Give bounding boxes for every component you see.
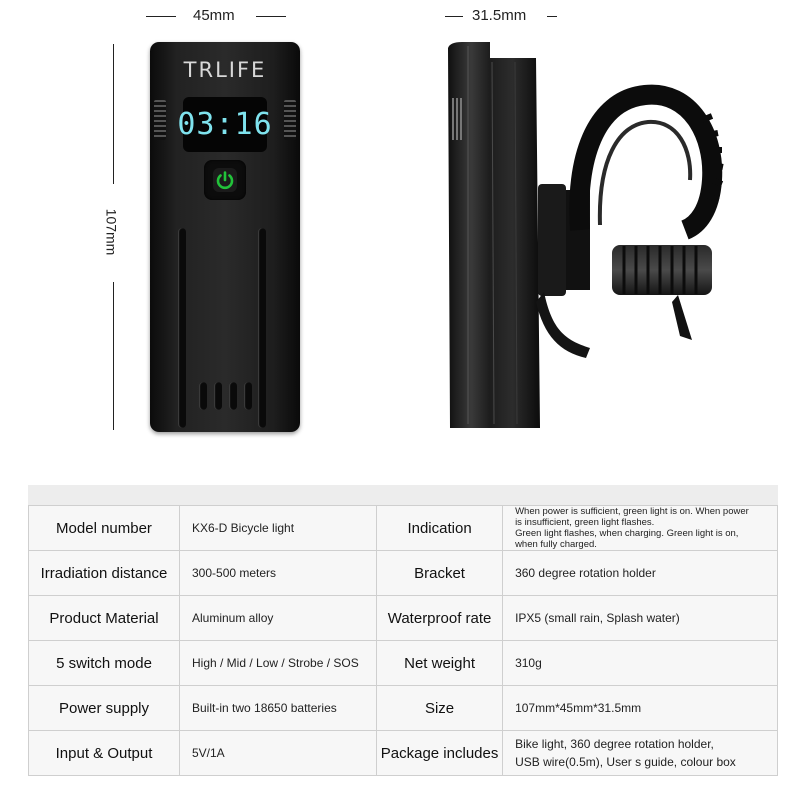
- spec-value: [503, 506, 778, 551]
- indication-line: is insufficient, green light flashes.: [515, 517, 655, 528]
- spec-value: 107mm*45mm*31.5mm: [503, 686, 778, 731]
- spec-label: Product Material: [29, 596, 180, 641]
- spec-value: Built-in two 18650 batteries: [180, 686, 377, 731]
- right-groove: [258, 228, 266, 428]
- spec-label: Input & Output: [29, 731, 180, 776]
- power-button[interactable]: [204, 160, 246, 200]
- spec-value: KX6-D Bicycle light: [180, 506, 377, 551]
- left-vent: [154, 100, 166, 140]
- light-front-view: [150, 42, 300, 432]
- spec-table: [28, 505, 778, 776]
- spec-label: Size: [377, 686, 503, 731]
- table-row: [29, 731, 778, 776]
- light-side-view: [440, 40, 740, 430]
- spec-label: Waterproof rate: [377, 596, 503, 641]
- spec-value: 310g: [503, 641, 778, 686]
- spec-label: Net weight: [377, 641, 503, 686]
- left-groove: [178, 228, 186, 428]
- spec-value: [503, 731, 778, 776]
- spec-value: High / Mid / Low / Strobe / SOS: [180, 641, 377, 686]
- time-display: 03:16: [183, 97, 267, 152]
- spec-label: Model number: [29, 506, 180, 551]
- spec-label: Indication: [377, 506, 503, 551]
- spec-value: 360 degree rotation holder: [503, 551, 778, 596]
- spec-value: 300-500 meters: [180, 551, 377, 596]
- spec-value: IPX5 (small rain, Splash water): [503, 596, 778, 641]
- spec-label: Power supply: [29, 686, 180, 731]
- width-label: 45mm: [193, 7, 235, 24]
- brand-logo: TRLIFE: [183, 58, 267, 82]
- spec-label: Bracket: [377, 551, 503, 596]
- spec-label: 5 switch mode: [29, 641, 180, 686]
- spec-value: Aluminum alloy: [180, 596, 377, 641]
- table-row: [29, 551, 778, 596]
- vent-slot: [244, 382, 252, 410]
- power-icon: [211, 166, 239, 194]
- indication-line: when fully charged.: [515, 539, 597, 550]
- vent-slot: [214, 382, 222, 410]
- right-vent: [284, 100, 296, 140]
- spec-label: Irradiation distance: [29, 551, 180, 596]
- vent-slot: [199, 382, 207, 410]
- depth-label: 31.5mm: [472, 7, 527, 24]
- table-row: [29, 506, 778, 551]
- height-label: 107mm: [103, 208, 120, 256]
- spec-header-band: [28, 485, 778, 505]
- package-line: Bike light, 360 degree rotation holder,: [515, 737, 714, 751]
- indication-line: Green light flashes, when charging. Green light is on,: [515, 528, 739, 539]
- package-line: USB wire(0.5m), User s guide, colour box: [515, 755, 736, 769]
- spec-label: Package includes: [377, 731, 503, 776]
- table-row: [29, 686, 778, 731]
- table-row: [29, 641, 778, 686]
- table-row: [29, 596, 778, 641]
- spec-value: 5V/1A: [180, 731, 377, 776]
- vent-slot: [229, 382, 237, 410]
- indication-line: When power is sufficient, green light is on. When power: [515, 506, 749, 517]
